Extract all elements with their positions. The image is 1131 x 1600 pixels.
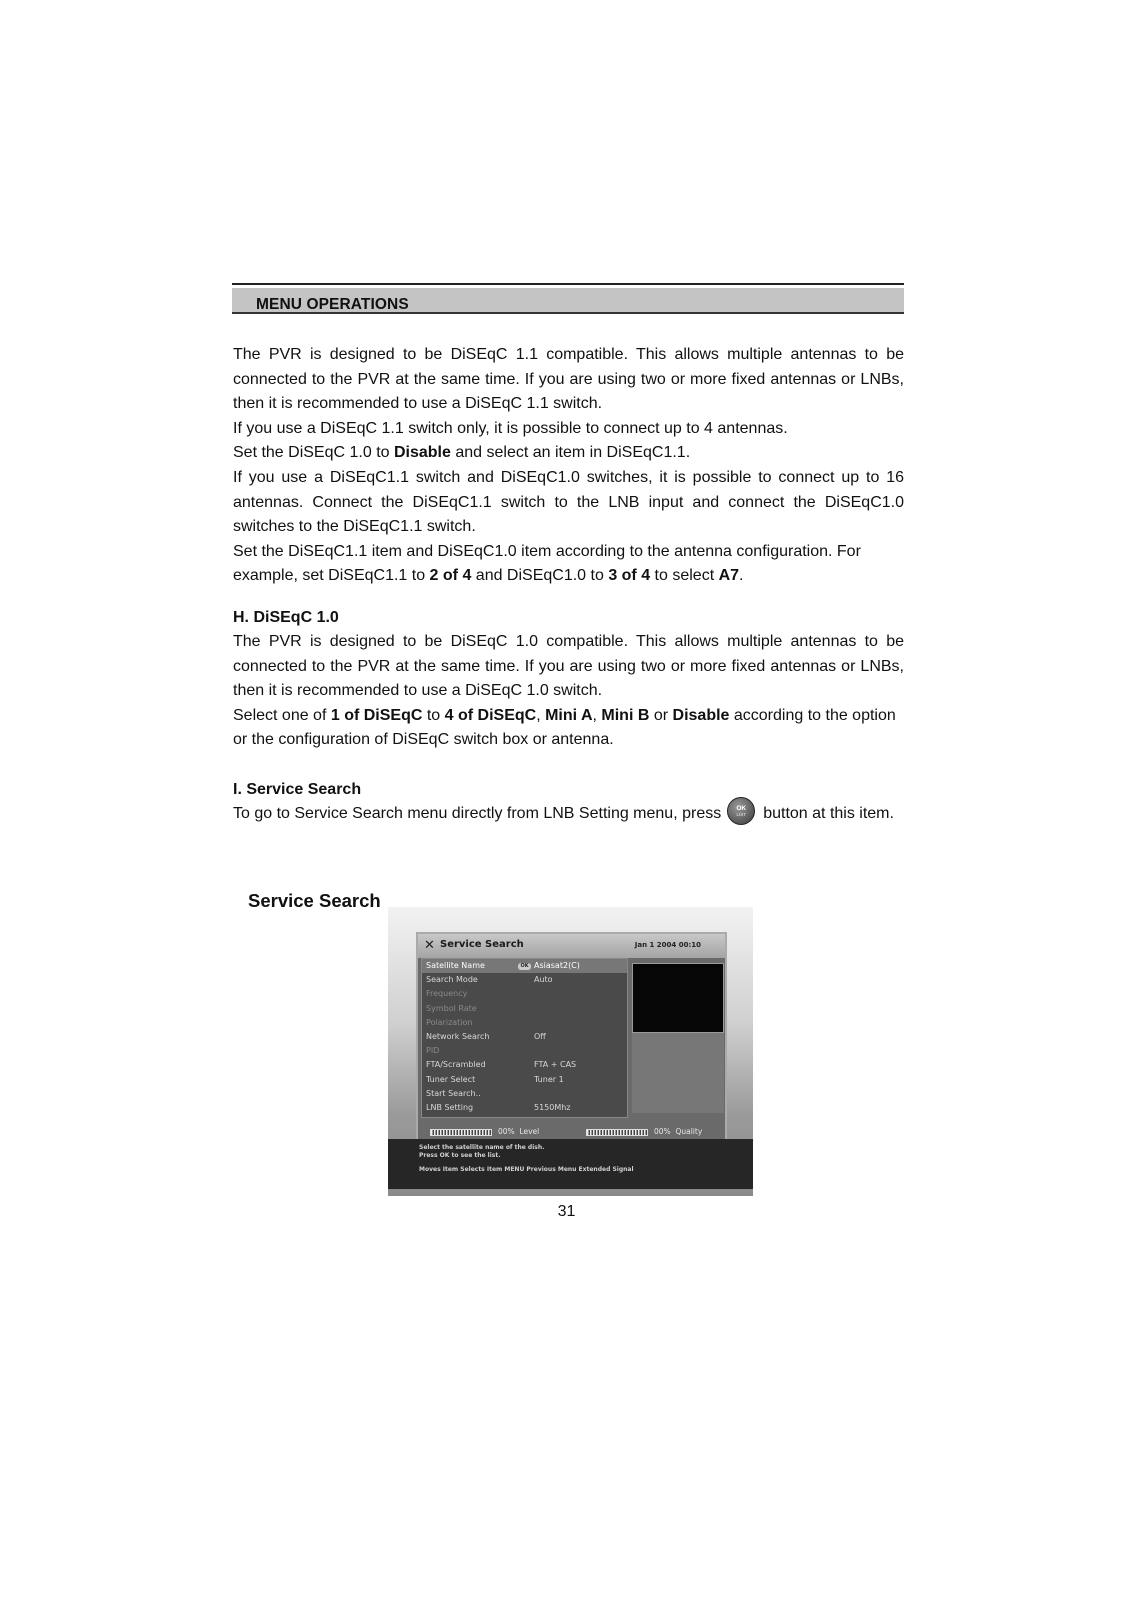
- text-run: button at this item.: [763, 805, 894, 822]
- tv-row-label: Polarization: [426, 1017, 473, 1027]
- level-label: Level: [519, 1127, 540, 1136]
- text-run: Select one of: [233, 706, 331, 724]
- help-line-2: Press OK to see the list.: [419, 1152, 501, 1159]
- tv-menu-row: [422, 1044, 627, 1058]
- diseqc11-paragraph-2: If you use a DiSEqC 1.1 switch only, it is possible to connect up to 4 antennas.: [233, 419, 788, 437]
- list-label: LIST: [736, 811, 746, 817]
- level-readout: [498, 1127, 539, 1136]
- tv-info-area: [632, 1033, 724, 1113]
- tv-menu-title: Service Search: [440, 939, 524, 950]
- tv-menu-row: [422, 959, 627, 973]
- text-run: .: [739, 567, 744, 585]
- tv-menu-row: [422, 1087, 627, 1101]
- diseqc11-paragraph-4: If you use a DiSEqC1.1 switch and DiSEqC1.0 switches, it is possible to connect up to 16 antennas. Connect the DiSEqC1.1 switch to the LNB input and connect the DiSEqC1.0 switches to the DiSEqC1.1 switch.: [233, 468, 904, 536]
- page-number: 31: [557, 1203, 576, 1220]
- level-bar: [430, 1129, 492, 1136]
- diseqc11-paragraph-1: The PVR is designed to be DiSEqC 1.1 compatible. This allows multiple antennas to be connected to the PVR at the same time. If you are using two or more fixed antennas or LNBs, then it is recommended to use a DiSEqC 1.1 switch.: [233, 346, 904, 413]
- tv-menu-row: [422, 1030, 627, 1044]
- text-run: according to the option or the configuration of DiSEqC switch box or antenna.: [233, 706, 896, 749]
- quality-percent: 00%: [654, 1127, 671, 1136]
- header-rule: [232, 283, 904, 285]
- level-percent: 00%: [498, 1127, 515, 1136]
- bold-4-of-diseqc: 4 of DiSEqC: [444, 706, 537, 724]
- tv-row-label: Symbol Rate: [426, 1003, 477, 1013]
- tv-row-value: Auto: [534, 975, 553, 985]
- tv-row-label: Network Search: [426, 1031, 490, 1041]
- tv-row-label: LNB Setting: [426, 1102, 474, 1112]
- text-run: and select an item in DiSEqC1.1.: [450, 444, 691, 462]
- tv-row-label: Frequency: [426, 989, 468, 999]
- tv-row-value: FTA + CAS: [534, 1060, 577, 1070]
- bold-mini-b: Mini B: [601, 706, 650, 724]
- tv-menu-row: [422, 1073, 627, 1087]
- section-header: [232, 288, 904, 314]
- service-search-heading: I. Service Search: [233, 781, 362, 798]
- text-run: to: [422, 706, 445, 724]
- tv-row-label: Search Mode: [426, 975, 478, 985]
- diseqc10-paragraph-1: The PVR is designed to be DiSEqC 1.0 compatible. This allows multiple antennas to be connected to the PVR at the same time. If you are using two or more fixed antennas or LNBs, then it is recommended to use a DiSEqC 1.0 switch.: [233, 633, 904, 700]
- bold-1-of-diseqc: 1 of DiSEqC: [330, 706, 423, 724]
- diseqc11-paragraph-5: [233, 540, 904, 589]
- diseqc10-section: [233, 606, 904, 753]
- quality-readout: [654, 1127, 702, 1136]
- text-run: ,: [592, 706, 602, 724]
- text-run: or: [649, 706, 673, 724]
- tv-row-value: Off: [534, 1031, 546, 1041]
- ok-label: OK: [736, 804, 747, 812]
- text-run: To go to Service Search menu directly from LNB Setting menu, press: [233, 805, 722, 822]
- tv-date: Jan 1 2004 00:10: [634, 941, 701, 949]
- help-line-1: Select the satellite name of the dish.: [419, 1144, 545, 1151]
- text-run: to select: [650, 567, 719, 585]
- service-search-section: [233, 778, 904, 827]
- tv-video-preview: [632, 963, 724, 1033]
- bold-disable: Disable: [393, 444, 451, 462]
- tv-menu-row: [422, 1101, 627, 1115]
- diseqc11-paragraph-3: [233, 441, 904, 466]
- tv-menu-row: [422, 1016, 627, 1030]
- text-run: Set the DiSEqC1.1 item and DiSEqC1.0 item according to the antenna configuration. For example, set DiSEqC1.1 to: [233, 542, 861, 585]
- service-search-screenshot: [388, 907, 753, 1196]
- help-line-3: Moves Item Selects Item MENU Previous Menu Extended Signal: [419, 1166, 634, 1173]
- text-run: and DiSEqC1.0 to: [471, 567, 609, 585]
- tv-menu-row: [422, 1058, 627, 1072]
- tv-row-label: PID: [426, 1046, 440, 1056]
- tv-titlebar: [418, 934, 725, 958]
- tv-menu-row: [422, 1002, 627, 1016]
- tv-row-label: Start Search..: [426, 1088, 481, 1098]
- section-header-title: MENU OPERATIONS: [256, 296, 409, 313]
- text-run: ,: [536, 706, 546, 724]
- tv-row-label: Tuner Select: [426, 1074, 476, 1084]
- tv-menu-panel: [416, 932, 727, 1145]
- quality-label: Quality: [675, 1127, 703, 1136]
- ok-list-button-icon: [727, 797, 755, 825]
- diseqc11-section: [233, 343, 904, 589]
- text-run: Set the DiSEqC 1.0 to: [233, 444, 394, 462]
- figure-caption: Service Search: [248, 890, 381, 911]
- quality-bar: [586, 1129, 648, 1136]
- tv-row-label: Satellite Name: [426, 961, 485, 970]
- bold-a7: A7: [718, 567, 740, 585]
- tv-row-value: Tuner 1: [534, 1074, 564, 1084]
- tv-menu-list: [421, 958, 628, 1118]
- satellite-dish-icon: ✕: [424, 938, 435, 953]
- bold-2-of-4: 2 of 4: [429, 567, 472, 585]
- ok-badge-icon: OK: [518, 963, 531, 970]
- tv-help-bar: [388, 1139, 753, 1189]
- diseqc10-heading: H. DiSEqC 1.0: [233, 609, 339, 626]
- bold-mini-a: Mini A: [545, 706, 593, 724]
- tv-row-label: FTA/Scrambled: [426, 1060, 486, 1070]
- bold-3-of-4: 3 of 4: [608, 567, 651, 585]
- tv-row-value: Asiasat2(C): [534, 961, 580, 970]
- service-search-paragraph: [233, 802, 904, 827]
- tv-menu-row: [422, 973, 627, 987]
- diseqc10-paragraph-2: [233, 704, 904, 753]
- tv-row-value: 5150Mhz: [534, 1102, 571, 1112]
- tv-menu-row: [422, 987, 627, 1001]
- bold-disable: Disable: [672, 706, 730, 724]
